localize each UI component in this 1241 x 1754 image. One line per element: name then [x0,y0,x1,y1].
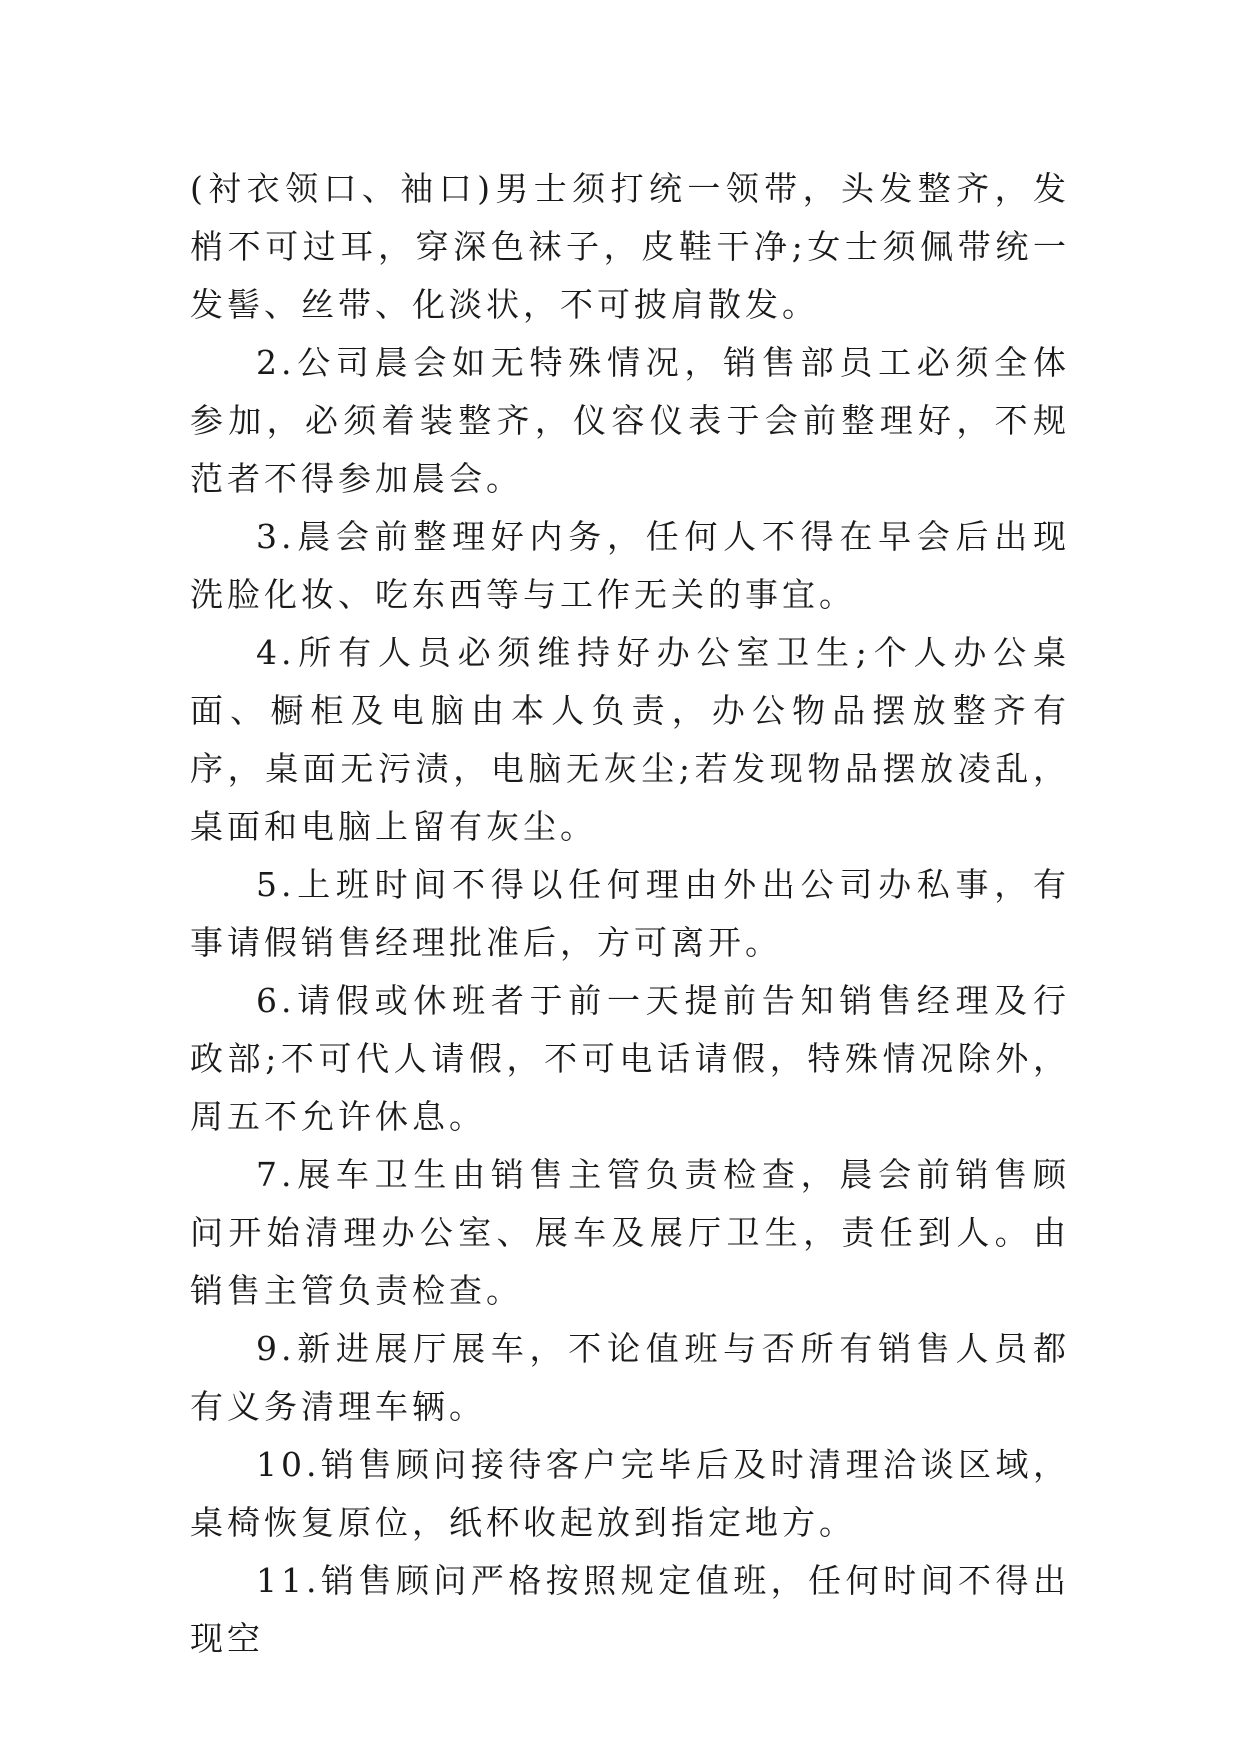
paragraph-item-9: 9.新进展厅展车，不论值班与否所有销售人员都有义务清理车辆。 [190,1329,1070,1426]
paragraph-item-4: 4.所有人员必须维持好办公室卫生;个人办公桌面、橱柜及电脑由本人负责，办公物品摆放整齐有序，桌面无污渍，电脑无灰尘;若发现物品摆放凌乱，桌面和电脑上留有灰尘。 [190,633,1070,846]
paragraph-item-11: 11.销售顾问严格按照规定值班，任何时间不得出现空 [190,1561,1070,1658]
paragraph-continuation: (衬衣领口、袖口)男士须打统一领带，头发整齐，发梢不可过耳，穿深色袜子，皮鞋干净;女士须佩带统一发髻、丝带、化淡状，不可披肩散发。 [190,169,1070,324]
paragraph-item-5: 5.上班时间不得以任何理由外出公司办私事，有事请假销售经理批准后，方可离开。 [190,865,1070,962]
paragraph-item-6: 6.请假或休班者于前一天提前告知销售经理及行政部;不可代人请假，不可电话请假，特殊情况除外，周五不允许休息。 [190,981,1070,1136]
document-body [190,160,1070,1668]
paragraph-item-7: 7.展车卫生由销售主管负责检查，晨会前销售顾问开始清理办公室、展车及展厅卫生，责任到人。由销售主管负责检查。 [190,1155,1070,1310]
paragraph-item-3: 3.晨会前整理好内务，任何人不得在早会后出现洗脸化妆、吃东西等与工作无关的事宜。 [190,517,1070,614]
paragraph-item-2: 2.公司晨会如无特殊情况，销售部员工必须全体参加，必须着装整齐，仪容仪表于会前整理好，不规范者不得参加晨会。 [190,343,1070,498]
paragraph-item-10: 10.销售顾问接待客户完毕后及时清理洽谈区域，桌椅恢复原位，纸杯收起放到指定地方。 [190,1445,1070,1542]
